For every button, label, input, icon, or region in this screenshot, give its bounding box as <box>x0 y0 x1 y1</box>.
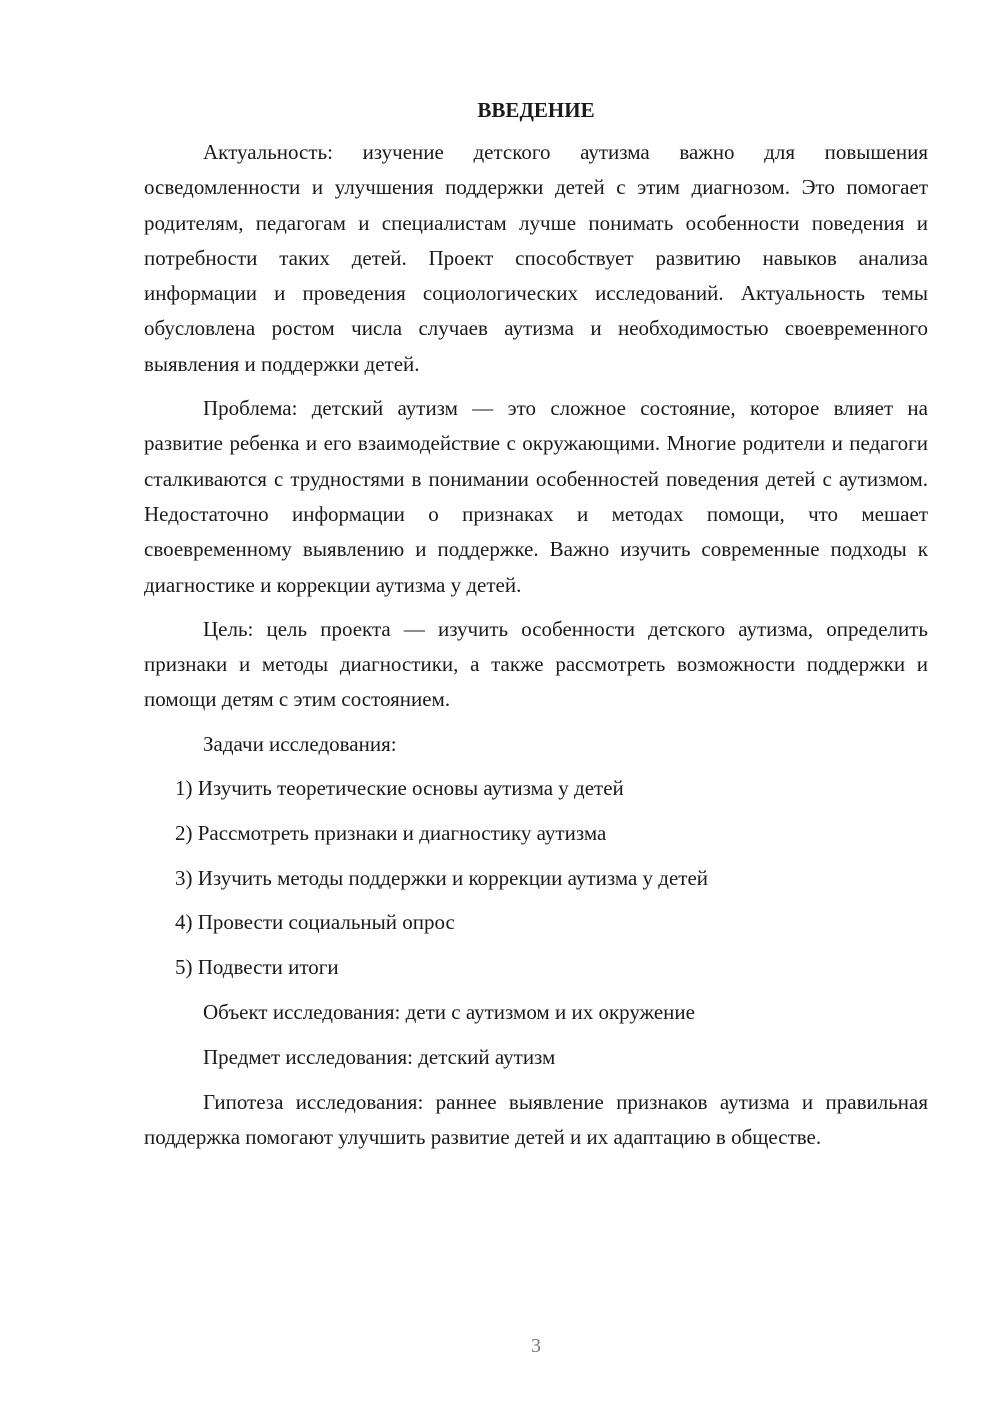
hypothesis-paragraph: Гипотеза исследования: раннее выявление признаков аутизма и правильная поддержка помогают улучшить развитие детей и их адаптацию в обществе. <box>144 1089 928 1149</box>
task-item: 3) Изучить методы поддержки и коррекции аутизма у детей <box>175 865 709 890</box>
goal-paragraph: Цель: цель проекта — изучить особенности детского аутизма, определить признаки и методы диагностики, а также рассмотреть возможности поддержки и помощи детям с этим состоянием. <box>144 616 928 712</box>
research-object: Объект исследования: дети с аутизмом и их окружение <box>203 1000 695 1025</box>
tasks-title: Задачи исследования: <box>203 731 397 756</box>
task-item: 5) Подвести итоги <box>175 955 339 980</box>
problem-paragraph: Проблема: детский аутизм — это сложное состояние, которое влияет на развитие ребенка и его взаимодействие с окружающими. Многие родители и педагоги сталкиваются с трудностями в понимании особенностей поведения детей с аутизмом. Недостаточно информации о признаках и методах помощи, что мешает своевременному выявлению и поддержке. Важно изучить современные подходы к диагностике и коррекции аутизма у детей. <box>144 396 928 597</box>
research-subject: Предмет исследования: детский аутизм <box>203 1044 556 1069</box>
page-number: 3 <box>531 1335 541 1357</box>
task-item: 1) Изучить теоретические основы аутизма у детей <box>175 776 624 801</box>
tasks-list <box>144 771 928 985</box>
page-title: ВВЕДЕНИЕ <box>477 98 595 122</box>
task-item: 4) Провести социальный опрос <box>175 910 455 935</box>
page-content <box>144 93 928 1164</box>
task-item: 2) Рассмотреть признаки и диагностику аутизма <box>175 820 607 845</box>
relevance-paragraph: Актуальность: изучение детского аутизма важно для повышения осведомленности и улучшения поддержки детей с этим диагнозом. Это помогает родителям, педагогам и специалистам лучше понимать особенности поведения и потребности таких детей. Проект способствует развитию навыков анализа информации и проведения социологических исследований. Актуальность темы обусловлена ростом числа случаев аутизма и необходимостью своевременного выявления и поддержки детей. <box>144 140 928 376</box>
